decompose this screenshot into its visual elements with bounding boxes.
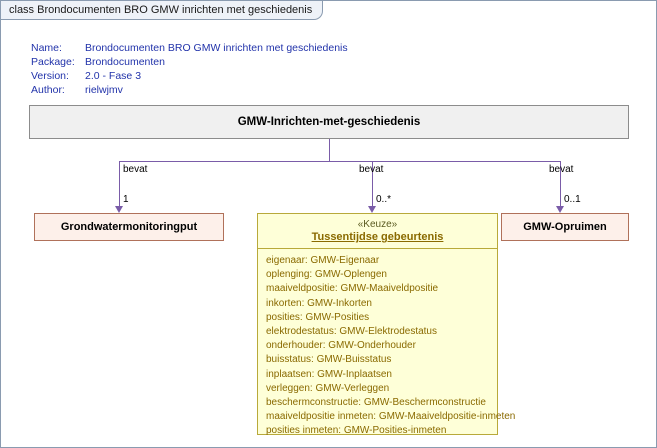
connector-trunk (329, 139, 330, 161)
connector-horizontal (119, 161, 560, 162)
edge-multiplicity-right: 0..1 (564, 194, 581, 205)
metadata-value: rielwjmv (85, 84, 123, 96)
list-item: elektrodestatus: GMW-Elektrodestatus (266, 326, 437, 338)
connector-middle-arrow (368, 206, 376, 213)
diagram-metadata (31, 41, 348, 97)
list-item: inplaatsen: GMW-Inplaatsen (266, 368, 392, 380)
node-grondwatermonitoringput-label: Grondwatermonitoringput (60, 221, 198, 233)
list-item: verleggen: GMW-Verleggen (266, 382, 390, 394)
node-gmw-opruimen-label: GMW-Opruimen (523, 221, 607, 233)
connector-left (119, 161, 120, 206)
edge-label-right: bevat (549, 164, 574, 175)
list-item: posities inmeten: GMW-Posities-inmeten (266, 425, 447, 437)
diagram-title: class Brondocumenten BRO GMW inrichten met geschiedenis (1, 1, 323, 20)
metadata-row (31, 41, 348, 55)
metadata-value: Brondocumenten BRO GMW inrichten met geschiedenis (85, 42, 348, 54)
list-item: maaiveldpositie: GMW-Maaiveldpositie (266, 283, 439, 295)
choice-header (258, 214, 497, 244)
node-tussentijdse-gebeurtenis[interactable] (257, 213, 516, 437)
choice-stereotype: «Keuze» (357, 219, 398, 230)
choice-attribute-list (258, 249, 516, 439)
list-item: eigenaar: GMW-Eigenaar (266, 255, 380, 266)
list-item: buisstatus: GMW-Buisstatus (266, 354, 392, 366)
metadata-value: 2.0 - Fase 3 (85, 70, 142, 82)
node-package-label: GMW-Inrichten-met-geschiedenis (237, 116, 421, 128)
metadata-key: Package: (31, 56, 75, 68)
node-package[interactable] (29, 105, 629, 139)
metadata-row (31, 55, 348, 69)
metadata-key: Version: (31, 70, 69, 82)
metadata-key: Author: (31, 84, 65, 96)
list-item: maaiveldpositie inmeten: GMW-Maaiveldpositie-inmeten (266, 411, 516, 423)
edge-multiplicity-middle: 0..* (376, 194, 392, 205)
metadata-row (31, 69, 348, 83)
connector-left-arrow (115, 206, 123, 213)
edge-label-middle: bevat (359, 164, 384, 175)
edge-multiplicity-left: 1 (123, 194, 129, 205)
list-item: posities: GMW-Posities (266, 311, 370, 323)
metadata-row (31, 83, 348, 97)
list-item: onderhouder: GMW-Onderhouder (266, 340, 416, 352)
list-item: oplenging: GMW-Oplengen (266, 269, 387, 281)
metadata-key: Name: (31, 42, 62, 54)
list-item: beschermconstructie: GMW-Beschermconstructie (266, 397, 486, 409)
node-grondwatermonitoringput[interactable] (34, 213, 224, 241)
node-gmw-opruimen[interactable] (501, 213, 629, 241)
edge-label-left: bevat (123, 164, 148, 175)
connector-right-arrow (556, 206, 564, 213)
choice-name: Tussentijdse gebeurtenis (311, 231, 444, 243)
metadata-value: Brondocumenten (85, 56, 165, 68)
list-item: inkorten: GMW-Inkorten (266, 297, 372, 309)
